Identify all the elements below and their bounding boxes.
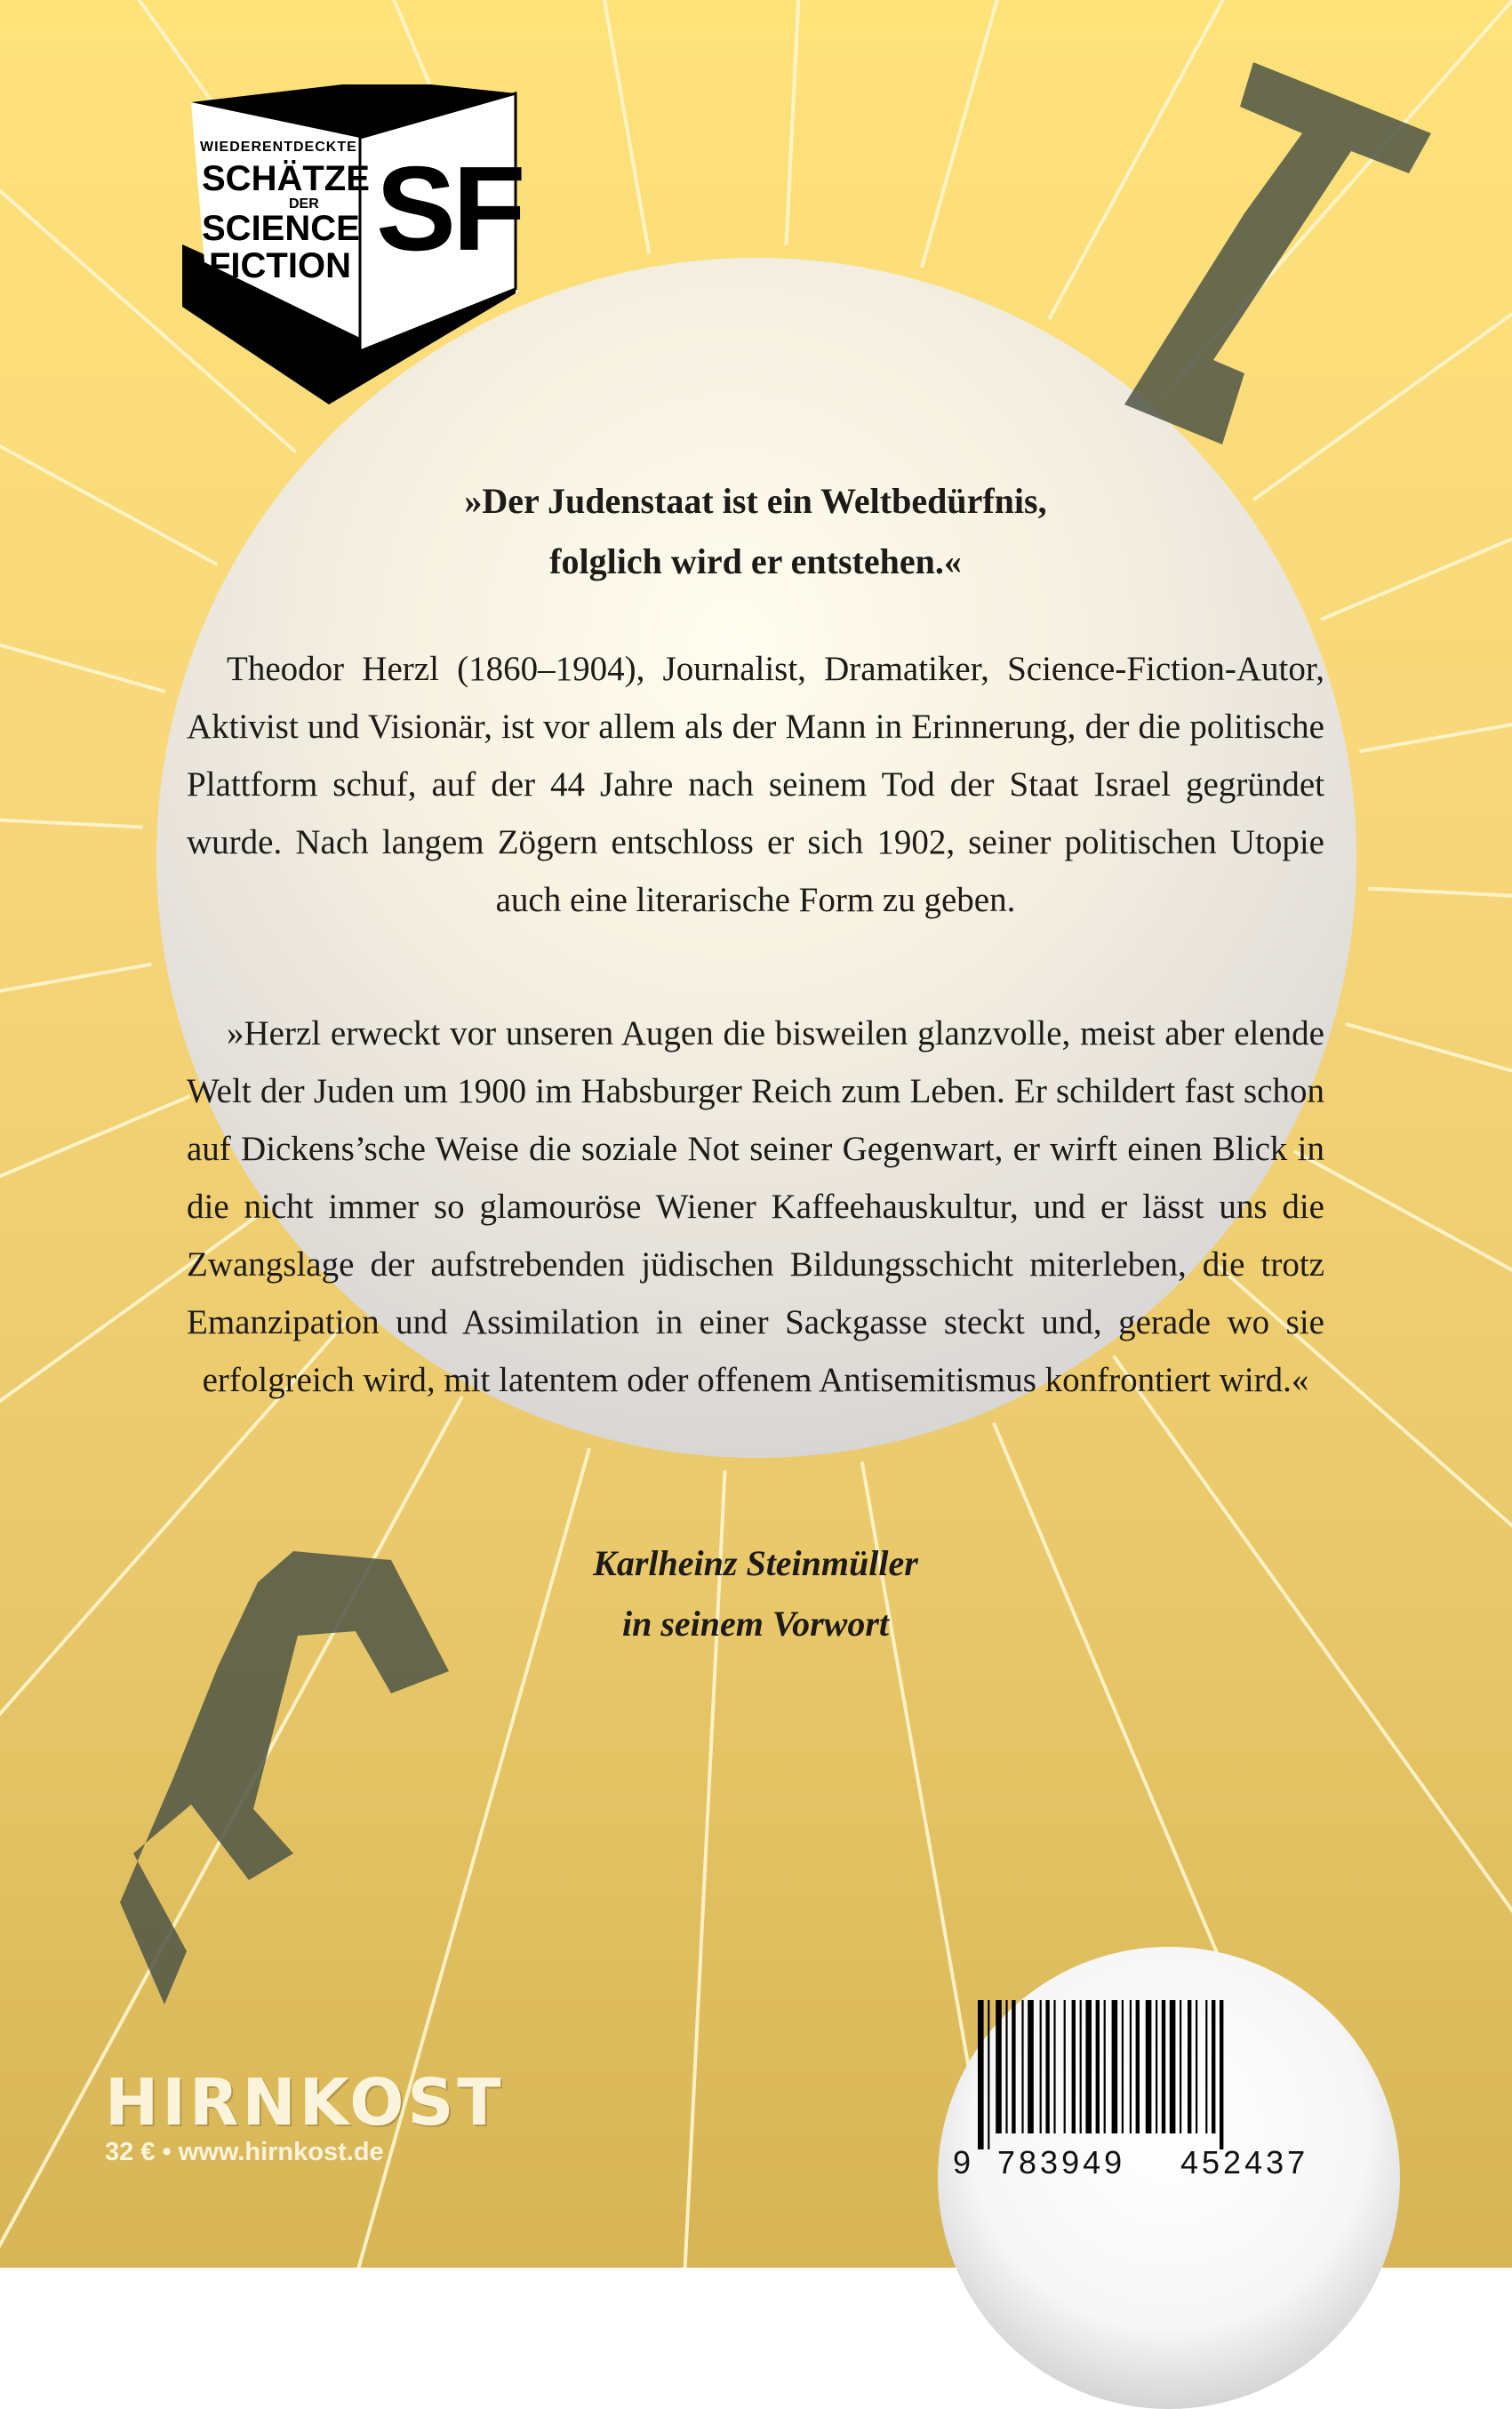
barcode-bar [1021,2000,1023,2133]
barcode-bar [996,2000,1002,2133]
quote-attribution [187,1533,1324,1654]
series-logo [182,84,523,422]
top-right-glyph [1124,62,1431,444]
barcode-bar [1085,2000,1092,2133]
barcode-bar [1005,2000,1007,2133]
quote-line-2: folglich wird er entstehen.« [549,541,962,581]
logo-line-fiction: FICTION [209,246,351,285]
barcode-bar [1156,2000,1157,2133]
barcode-bar [1146,2000,1152,2133]
barcode-bar [1028,2000,1034,2133]
logo-line-wiederentdeckte: WIEDERENTDECKTE [200,140,357,155]
barcode-bar [1096,2000,1100,2133]
barcode-bar [1122,2000,1124,2133]
barcode-digits-left: 783949 [997,2144,1126,2181]
barcode-bar [1130,2000,1132,2133]
barcode-bar [1080,2000,1082,2133]
attribution-author: Karlheinz Steinmüller [593,1543,918,1583]
barcode-bar [1012,2000,1015,2133]
barcode-bar [978,2000,984,2149]
quote-line-1: »Der Judenstaat ist ein Weltbedürfnis, [464,481,1047,521]
barcode-bar [1112,2000,1118,2133]
isbn-barcode [969,2000,1342,2151]
barcode-bar [1072,2000,1076,2133]
logo-line-science: SCIENCE [202,209,360,248]
barcode-bar [1040,2000,1042,2133]
barcode-digits-right: 452437 [1180,2144,1309,2181]
attribution-source: in seinem Vorwort [621,1604,890,1644]
description-paragraph: Theodor Herzl (1860–1904), Journalist, Dramatiker, Science-Fiction-Autor, Aktivist und Visionär, ist vor allem als der Mann in Erinnerung, der die politische Plattform schuf, auf der 44 Jahre nach seinem Tod der Staat Israel gegründet wurde. Nach langem Zögern entschloss er sich 1902, seiner politischen Utopie auch eine literarische Form zu geben. [187,650,1324,919]
barcode-bar [1064,2000,1066,2133]
barcode-bar [1212,2000,1215,2133]
barcode-bar [1045,2000,1049,2133]
publisher-logo: HIRNKOST [105,2065,505,2140]
barcode-bar [1196,2000,1197,2133]
barcode-digit-first: 9 [953,2144,972,2181]
headline-quote [187,471,1324,592]
barcode-bar [1162,2000,1165,2133]
logo-line-schaetze: SCHÄTZE [202,159,370,198]
barcode-bar [1170,2000,1176,2133]
barcode-bar [1053,2000,1055,2133]
barcode-bar [1188,2000,1191,2133]
logo-sf-mark: SF [376,141,523,276]
publisher-brand [105,2067,504,2167]
barcode-bar [1220,2000,1223,2149]
barcode-bar [1136,2000,1140,2133]
logo-line-der: DER [289,196,319,212]
barcode-bar [1205,2000,1207,2133]
price-and-website: 32 € • www.hirnkost.de [105,2138,384,2166]
barcode-bar [1104,2000,1106,2133]
foreword-quote-paragraph: »Herzl erweckt vor unseren Augen die bisweilen glanzvolle, meist aber elende Welt der Juden um 1900 im Habsburger Reich zum Leben. Er schildert fast schon auf Dickens’sche Weise die soziale Not seiner Gegenwart, er wirft einen Blick in die nicht immer so glamouröse Wiener Kaffeehauskultur, und er lässt uns die Zwangslage der aufstrebenden jüdischen Bildungsschicht miterleben, die trotz Emanzipation und Assimilation in einer Sackgasse steckt und, gerade wo sie erfolgreich wird, mit latentem oder offenem Antisemitismus konfrontiert wird.« [187,1014,1324,1399]
barcode-bar [1180,2000,1181,2133]
barcode-bar [988,2000,989,2149]
